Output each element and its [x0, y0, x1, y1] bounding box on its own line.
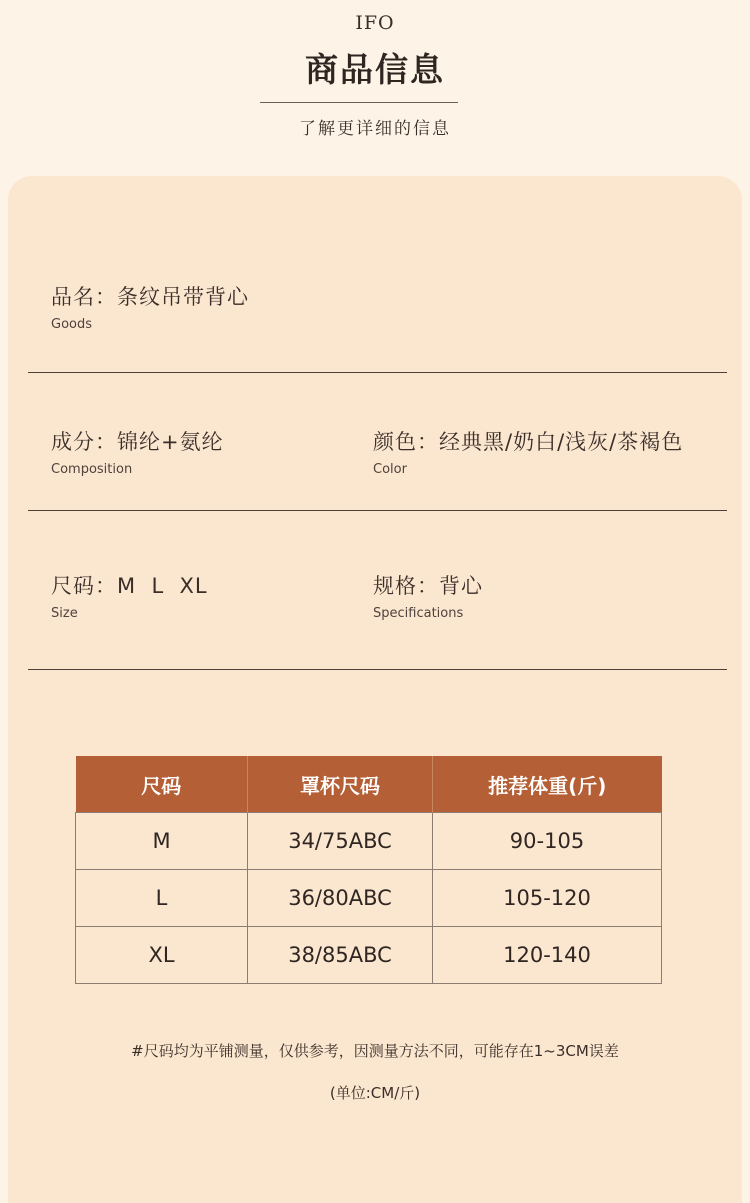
unit-note: (单位:CM/斤) — [329, 1084, 421, 1102]
page-title: 商品信息 — [305, 50, 445, 89]
table-row — [76, 813, 662, 870]
composition-label-en: Composition — [51, 462, 133, 477]
header-cup-size: 罩杯尺码 — [248, 756, 433, 813]
divider-1 — [28, 372, 727, 373]
header-weight: 推荐体重(斤) — [433, 756, 662, 813]
table-row — [76, 927, 662, 984]
composition-field — [51, 426, 224, 477]
cell-size: M — [76, 813, 248, 870]
cell-weight: 105-120 — [433, 870, 662, 927]
size-field — [51, 570, 208, 621]
cell-cup-size: 38/85ABC — [248, 927, 433, 984]
cell-size: XL — [76, 927, 248, 984]
goods-field — [51, 281, 249, 332]
header-size: 尺码 — [76, 756, 248, 813]
measurement-note: #尺码均为平铺测量，仅供参考，因测量方法不同，可能存在1~3CM误差 — [131, 1042, 619, 1060]
cell-cup-size: 34/75ABC — [248, 813, 433, 870]
cell-cup-size: 36/80ABC — [248, 870, 433, 927]
divider-2 — [28, 510, 727, 511]
goods-value: 品名：条纹吊带背心 — [51, 285, 249, 309]
eyebrow-label: IFO — [355, 12, 395, 34]
specifications-value: 规格：背心 — [373, 574, 483, 598]
specifications-label-en: Specifications — [373, 606, 464, 621]
color-field — [373, 426, 683, 477]
cell-weight: 90-105 — [433, 813, 662, 870]
size-value: 尺码：M L XL — [51, 574, 208, 598]
color-value: 颜色：经典黑/奶白/浅灰/茶褐色 — [373, 430, 684, 454]
page-header — [0, 0, 750, 170]
goods-label-en: Goods — [51, 317, 93, 332]
page-subtitle: 了解更详细的信息 — [299, 119, 451, 139]
cell-size: L — [76, 870, 248, 927]
divider-3 — [28, 669, 727, 670]
specifications-field — [373, 570, 483, 621]
table-row — [76, 870, 662, 927]
composition-value: 成分：锦纶+氨纶 — [51, 430, 224, 454]
cell-weight: 120-140 — [433, 927, 662, 984]
size-chart-table — [75, 756, 662, 984]
color-label-en: Color — [373, 462, 407, 477]
title-divider — [260, 102, 458, 103]
info-card — [8, 176, 742, 1203]
size-label-en: Size — [51, 606, 78, 621]
table-header-row — [76, 756, 662, 813]
